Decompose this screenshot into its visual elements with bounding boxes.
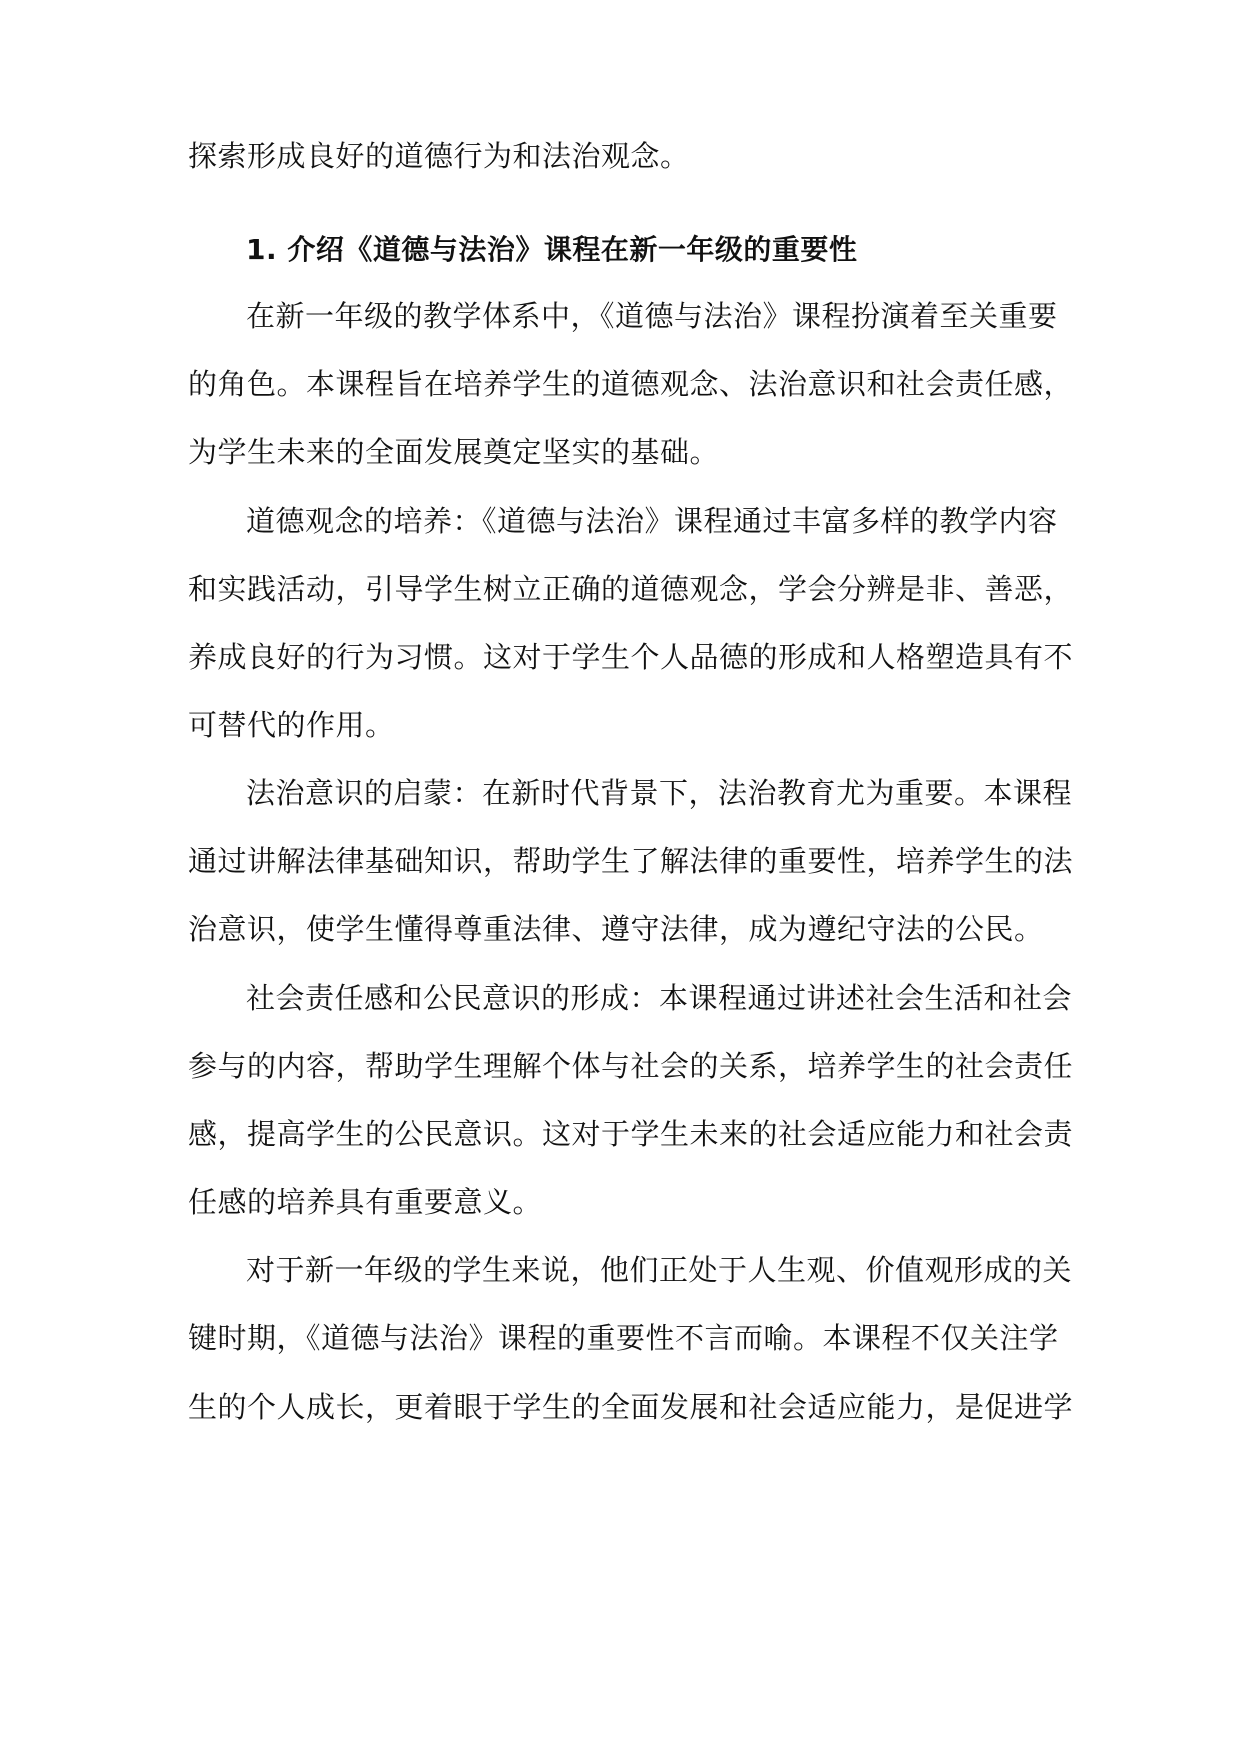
paragraph-line: 在新一年级的教学体系中，《道德与法治》课程扮演着至关重要 — [246, 299, 1058, 333]
paragraph-line: 法治意识的启蒙：在新时代背景下，法治教育尤为重要。本课程 — [246, 776, 1073, 810]
paragraph-line: 社会责任感和公民意识的形成：本课程通过讲述社会生活和社会 — [246, 981, 1073, 1015]
text-line: 探索形成良好的道德行为和法治观念。 — [188, 139, 690, 173]
paragraph-line: 和实践活动，引导学生树立正确的道德观念，学会分辨是非、善恶， — [188, 572, 1074, 606]
paragraph-line: 任感的培养具有重要意义。 — [188, 1185, 543, 1219]
paragraph-line: 的角色。本课程旨在培养学生的道德观念、法治意识和社会责任感， — [188, 367, 1074, 401]
paragraph-line: 养成良好的行为习惯。这对于学生个人品德的形成和人格塑造具有不 — [188, 640, 1074, 674]
paragraph-line: 对于新一年级的学生来说，他们正处于人生观、价值观形成的关 — [246, 1253, 1073, 1287]
paragraph-line: 治意识，使学生懂得尊重法律、遵守法律，成为遵纪守法的公民。 — [188, 912, 1044, 946]
paragraph-line: 键时期，《道德与法治》课程的重要性不言而喻。本课程不仅关注学 — [188, 1321, 1059, 1355]
paragraph-line: 道德观念的培养：《道德与法治》课程通过丰富多样的教学内容 — [246, 504, 1058, 538]
section-heading: 1. 介绍《道德与法治》课程在新一年级的重要性 — [246, 233, 858, 266]
paragraph-line: 参与的内容，帮助学生理解个体与社会的关系，培养学生的社会责任 — [188, 1049, 1074, 1083]
paragraph-line: 为学生未来的全面发展奠定坚实的基础。 — [188, 435, 720, 469]
paragraph-line: 可替代的作用。 — [188, 708, 395, 742]
paragraph-line: 感，提高学生的公民意识。这对于学生未来的社会适应能力和社会责 — [188, 1117, 1074, 1151]
paragraph-line: 通过讲解法律基础知识，帮助学生了解法律的重要性，培养学生的法 — [188, 844, 1074, 878]
paragraph-line: 生的个人成长，更着眼于学生的全面发展和社会适应能力，是促进学 — [188, 1390, 1074, 1424]
